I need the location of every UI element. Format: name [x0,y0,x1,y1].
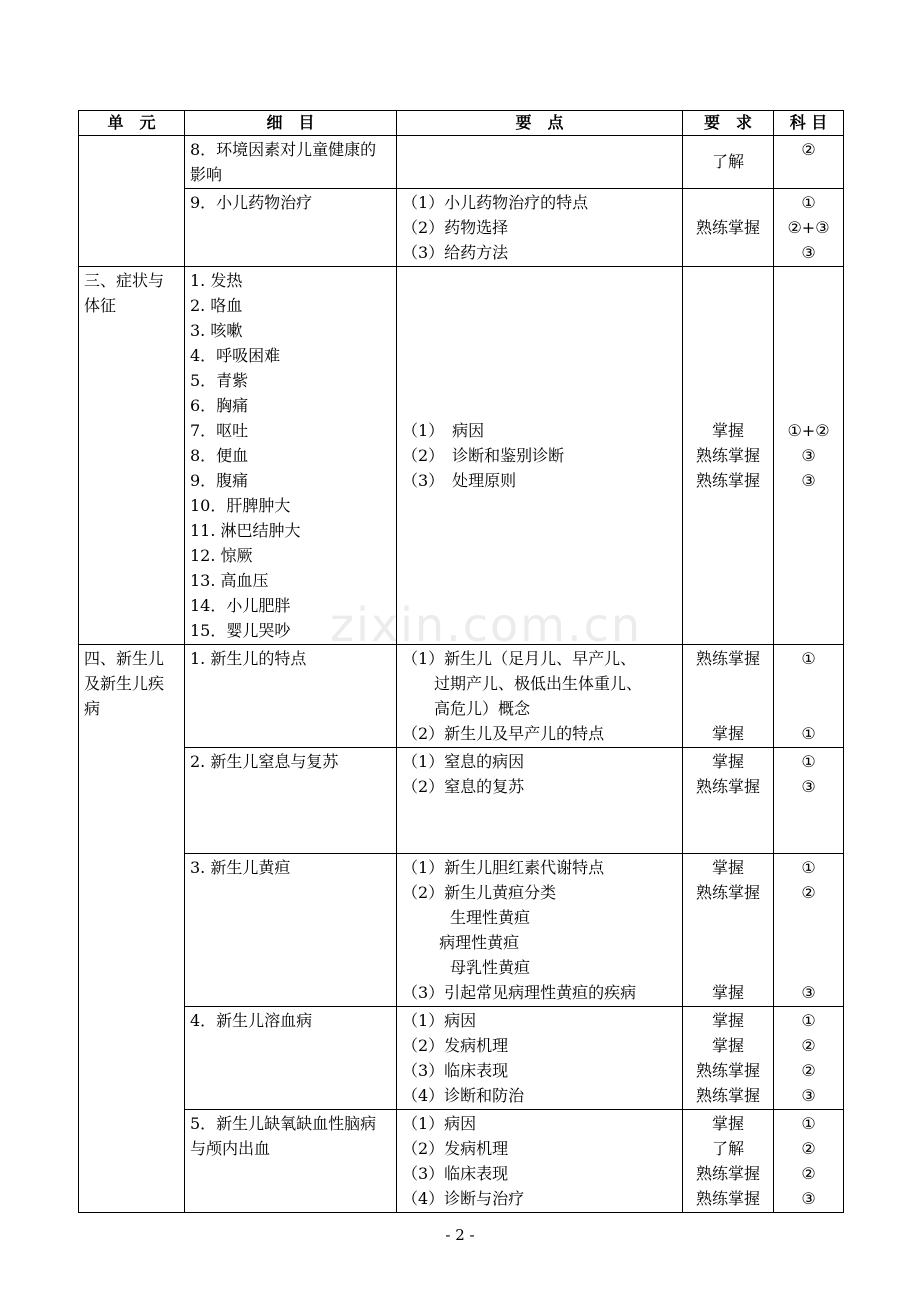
subject-cell: ① ③ [774,748,844,854]
point-cell [397,136,683,189]
point-cell: （1）病因 （2）发病机理 （3）临床表现 （4）诊断与治疗 [397,1110,683,1213]
requirement-cell: 掌握 熟练掌握 掌握 [683,854,774,1007]
requirement-cell: 掌握 掌握 熟练掌握 熟练掌握 [683,1007,774,1110]
table-row [79,136,844,189]
requirement-cell: 了解 [683,136,774,189]
requirement-cell: 熟练掌握 掌握 [683,645,774,748]
table-row [79,267,844,645]
point-cell: （1） 病因 （2） 诊断和鉴别诊断 （3） 处理原则 [397,267,683,645]
point-cell: （1）小儿药物治疗的特点 （2）药物选择 （3）给药方法 [397,189,683,267]
requirement-cell: 熟练掌握 [683,189,774,267]
detail-cell: 2. 新生儿窒息与复苏 [185,748,397,854]
detail-cell: 5．新生儿缺氧缺血性脑病与颅内出血 [185,1110,397,1213]
detail-cell: 9．小儿药物治疗 [185,189,397,267]
detail-cell: 1. 发热 2. 咯血 3. 咳嗽 4．呼吸困难 5．青紫 6．胸痛 7．呕吐 8．便血 9．腹痛 10．肝脾肿大 11. 淋巴结肿大 12. 惊厥 13. 高血压 14．小儿肥胖 15．婴儿哭吵 [185,267,397,645]
table-row [79,189,844,267]
subject-cell: ② [774,136,844,189]
header-unit: 单 元 [79,111,185,136]
unit-cell: 三、症状与体征 [79,267,185,645]
table-row [79,1007,844,1110]
subject-cell: ①+② ③ ③ [774,267,844,645]
header-subject: 科 目 [774,111,844,136]
subject-cell: ① ② ② ③ [774,1007,844,1110]
page-number: - 2 - [445,1226,475,1244]
detail-cell: 3. 新生儿黄疸 [185,854,397,1007]
detail-cell: 8．环境因素对儿童健康的影响 [185,136,397,189]
table-row [79,748,844,854]
point-cell: （1）病因 （2）发病机理 （3）临床表现 （4）诊断和防治 [397,1007,683,1110]
detail-cell: 4．新生儿溶血病 [185,1007,397,1110]
detail-cell: 1. 新生儿的特点 [185,645,397,748]
subject-cell: ① ② ③ [774,854,844,1007]
point-cell: （1）新生儿（足月儿、早产儿、 过期产儿、极低出生体重儿、 高危儿）概念 （2）新生儿及早产儿的特点 [397,645,683,748]
header-requirement: 要 求 [683,111,774,136]
subject-cell: ① ②+③ ③ [774,189,844,267]
syllabus-table [78,110,844,1213]
subject-cell: ① ① [774,645,844,748]
point-cell: （1）窒息的病因 （2）窒息的复苏 [397,748,683,854]
table-row [79,1110,844,1213]
point-cell: （1）新生儿胆红素代谢特点 （2）新生儿黄疸分类 生理性黄疸 病理性黄疸 母乳性黄疸 （3）引起常见病理性黄疸的疾病 [397,854,683,1007]
requirement-cell: 掌握 熟练掌握 [683,748,774,854]
table-row [79,645,844,748]
header-point: 要 点 [397,111,683,136]
unit-cell-empty [79,136,185,267]
header-detail: 细 目 [185,111,397,136]
subject-cell: ① ② ② ③ [774,1110,844,1213]
requirement-cell: 掌握 了解 熟练掌握 熟练掌握 [683,1110,774,1213]
unit-cell: 四、新生儿及新生儿疾病 [79,645,185,1213]
requirement-cell: 掌握 熟练掌握 熟练掌握 [683,267,774,645]
header-row [79,111,844,136]
table-row [79,854,844,1007]
watermark: zixin.com.cn [330,598,643,652]
